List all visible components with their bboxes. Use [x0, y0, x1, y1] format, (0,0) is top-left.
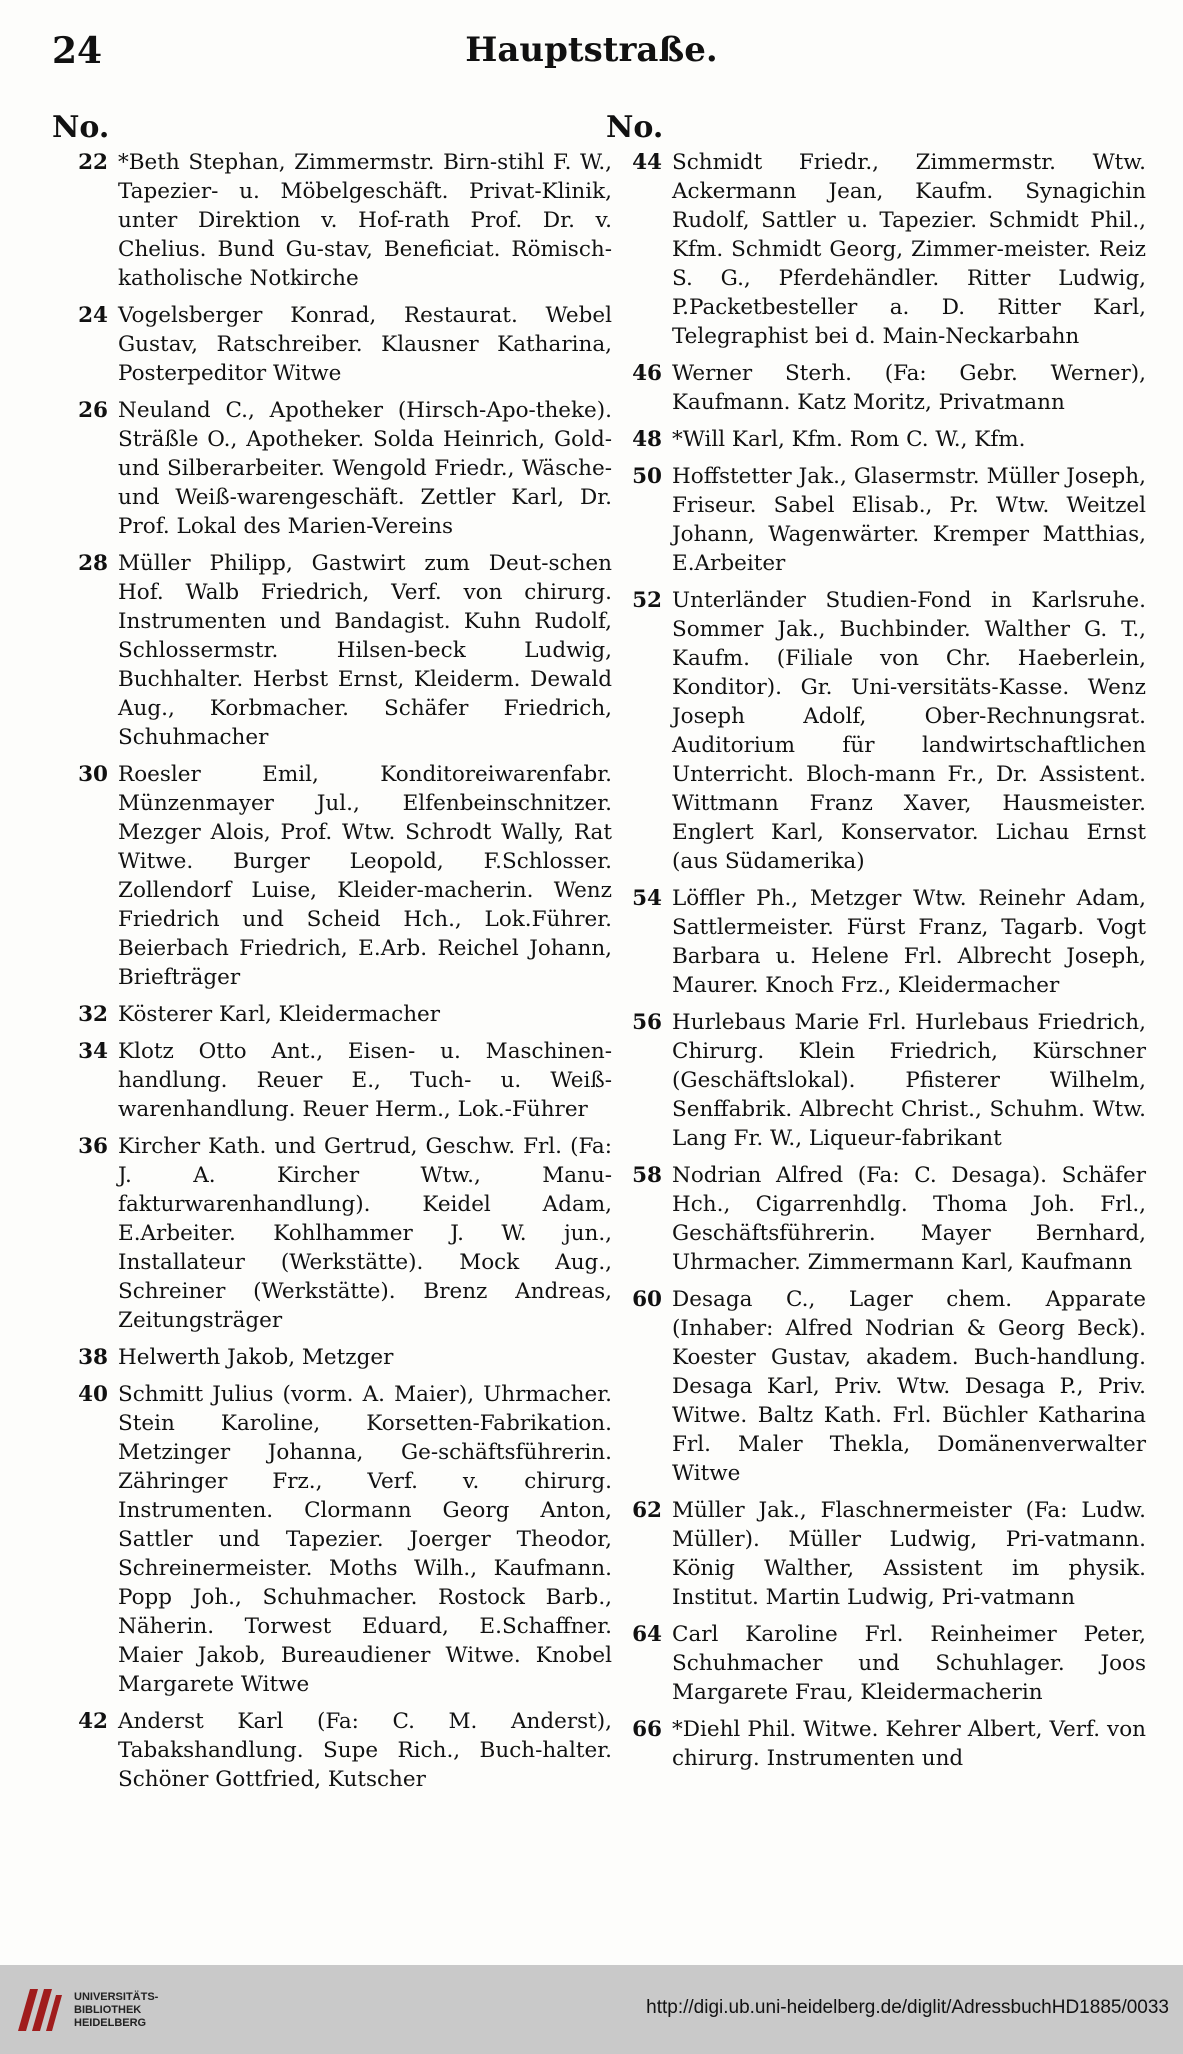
address-entry [52, 1380, 612, 1699]
address-entry [606, 359, 1146, 417]
house-number: 50 [632, 464, 662, 489]
address-entry [52, 1707, 612, 1794]
residents-text: *Beth Stephan, Zimmermstr. Birn-stihl F. W., Tapezier- u. Möbelgeschäft. Privat-Klinik, unter Direktion v. Hof-rath Prof. Dr. v. Chelius. Bund Gu-stav, Beneficiat. Römisch-katholische Notkirche [118, 150, 612, 291]
residents-text: Müller Jak., Flaschnermeister (Fa: Ludw. Müller). Müller Ludwig, Pri-vatmann. König Walther, Assistent im physik. Institut. Martin Ludwig, Pri-vatmann [672, 1498, 1146, 1610]
residents-text: Anderst Karl (Fa: C. M. Anderst), Tabakshandlung. Supe Rich., Buch-halter. Schöner Gottfried, Kutscher [118, 1709, 612, 1792]
house-number: 34 [78, 1039, 108, 1064]
house-number: 46 [632, 361, 662, 386]
address-entry [606, 1285, 1146, 1488]
address-entry [606, 1161, 1146, 1277]
residents-text: Schmitt Julius (vorm. A. Maier), Uhrmacher. Stein Karoline, Korsetten-Fabrikation. Metzinger Johanna, Ge-schäftsführerin. Zähringer Frz., Verf. v. chirurg. Instrumenten. Clormann Georg Anton, Sattler und Tapezier. Joerger Theodor, Schreinermeister. Moths Wilh., Kaufmann. Popp Joh., Schuhmacher. Rostock Barb., Näherin. Torwest Eduard, E.Schaffner. Maier Jakob, Bureaudiener Witwe. Knobel Margarete Witwe [118, 1382, 612, 1697]
address-entry [606, 1496, 1146, 1612]
house-number: 56 [632, 1010, 662, 1035]
house-number: 66 [632, 1717, 662, 1742]
page-number: 24 [52, 30, 103, 72]
house-number: 26 [78, 398, 108, 423]
residents-text: Hoffstetter Jak., Glasermstr. Müller Joseph, Friseur. Sabel Elisab., Pr. Wtw. Weitzel Johann, Wagenwärter. Kremper Matthias, E.Arbeiter [672, 464, 1146, 576]
house-number: 36 [78, 1134, 108, 1159]
address-entry [52, 760, 612, 992]
house-number: 42 [78, 1709, 108, 1734]
address-entry [606, 586, 1146, 876]
residents-text: Roesler Emil, Konditoreiwarenfabr. Münzenmayer Jul., Elfenbeinschnitzer. Mezger Alois, Prof. Wtw. Schrodt Wally, Rat Witwe. Burger Leopold, F.Schlosser. Zollendorf Luise, Kleider-macherin. Wenz Friedrich und Scheid Hch., Lok.Führer. Beierbach Friedrich, E.Arb. Reichel Johann, Briefträger [118, 762, 612, 990]
address-entry [52, 396, 612, 541]
ub-heidelberg-logo-icon[interactable] [12, 1981, 66, 2037]
address-entry [606, 884, 1146, 1000]
house-number: 48 [632, 427, 662, 452]
house-number: 24 [78, 303, 108, 328]
address-entry [606, 1715, 1146, 1773]
house-number: 52 [632, 588, 662, 613]
residents-text: Nodrian Alfred (Fa: C. Desaga). Schäfer Hch., Cigarrenhdlg. Thoma Joh. Frl., Geschäftsführerin. Mayer Bernhard, Uhrmacher. Zimmermann Karl, Kaufmann [672, 1163, 1146, 1275]
residents-text: *Diehl Phil. Witwe. Kehrer Albert, Verf. von chirurg. Instrumenten und [672, 1717, 1146, 1771]
house-number: 64 [632, 1622, 662, 1647]
house-number: 32 [78, 1002, 108, 1027]
residents-text: Müller Philipp, Gastwirt zum Deut-schen Hof. Walb Friedrich, Verf. von chirurg. Instrumenten und Bandagist. Kuhn Rudolf, Schlossermstr. Hilsen-beck Ludwig, Buchhalter. Herbst Ernst, Kleiderm. Dewald Aug., Korbmacher. Schäfer Friedrich, Schuhmacher [118, 551, 612, 750]
right-column [606, 112, 1146, 1781]
institution-line: HEIDELBERG [74, 2017, 147, 2029]
house-number: 60 [632, 1287, 662, 1312]
address-entry [606, 425, 1146, 454]
address-entry [52, 1000, 612, 1029]
address-entry [52, 148, 612, 293]
residents-text: Carl Karoline Frl. Reinheimer Peter, Schuhmacher und Schuhlager. Joos Margarete Frau, Kleidermacherin [672, 1622, 1146, 1705]
address-entry [52, 301, 612, 388]
residents-text: Klotz Otto Ant., Eisen- u. Maschinen-handlung. Reuer E., Tuch- u. Weiß-warenhandlung. Reuer Herm., Lok.-Führer [118, 1039, 612, 1122]
entry-list [606, 148, 1146, 1773]
address-entry [52, 1343, 612, 1372]
house-number: 40 [78, 1382, 108, 1407]
residents-text: Kösterer Karl, Kleidermacher [118, 1002, 441, 1027]
entry-list [52, 148, 612, 1794]
residents-text: Neuland C., Apotheker (Hirsch-Apo-theke). Sträßle O., Apotheker. Solda Heinrich, Gold- und Silberarbeiter. Wengold Friedr., Wäsche- und Weiß-warengeschäft. Zettler Karl, Dr. Prof. Lokal des Marien-Vereins [118, 398, 612, 539]
column-heading: No. [52, 110, 110, 145]
column-heading: No. [606, 110, 664, 145]
institution-line: BIBLIOTHEK [74, 2004, 142, 2016]
address-entry [606, 1620, 1146, 1707]
house-number: 62 [632, 1498, 662, 1523]
address-entry [606, 148, 1146, 351]
house-number: 28 [78, 551, 108, 576]
residents-text: Schmidt Friedr., Zimmermstr. Wtw. Ackermann Jean, Kaufm. Synagichin Rudolf, Sattler u. Tapezier. Schmidt Phil., Kfm. Schmidt Georg, Zimmer-meister. Reiz S. G., Pferdehändler. Ritter Ludwig, P.Packetbesteller a. D. Ritter Karl, Telegraphist bei d. Main-Neckarbahn [672, 150, 1146, 349]
residents-text: Unterländer Studien-Fond in Karlsruhe. Sommer Jak., Buchbinder. Walther G. T., Kaufm. (Filiale von Chr. Haeberlein, Konditor). Gr. Uni-versitäts-Kasse. Wenz Joseph Adolf, Ober-Rechnungsrat. Auditorium für landwirtschaftlichen Unterricht. Bloch-mann Fr., Dr. Assistent. Wittmann Franz Xaver, Hausmeister. Englert Karl, Konservator. Lichau Ernst (aus Südamerika) [672, 588, 1146, 874]
residents-text: Helwerth Jakob, Metzger [118, 1345, 394, 1370]
address-entry [606, 1008, 1146, 1153]
source-url-link[interactable]: http://digi.ub.uni-heidelberg.de/diglit/AdressbuchHD1885/0033 [646, 1997, 1169, 2018]
residents-text: Desaga C., Lager chem. Apparate (Inhaber: Alfred Nodrian & Georg Beck). Koester Gustav, akadem. Buch-handlung. Desaga Karl, Priv. Wtw. Desaga P., Priv. Witwe. Baltz Kath. Frl. Büchler Katharina Frl. Maler Thekla, Domänenverwalter Witwe [672, 1287, 1146, 1486]
residents-text: Werner Sterh. (Fa: Gebr. Werner), Kaufmann. Katz Moritz, Privatmann [672, 361, 1146, 415]
house-number: 44 [632, 150, 662, 175]
house-number: 58 [632, 1163, 662, 1188]
residents-text: Vogelsberger Konrad, Restaurat. Webel Gustav, Ratschreiber. Klausner Katharina, Posterpeditor Witwe [118, 303, 612, 386]
house-number: 38 [78, 1345, 108, 1370]
residents-text: Kircher Kath. und Gertrud, Geschw. Frl. (Fa: J. A. Kircher Wtw., Manu-fakturwarenhandlung). Keidel Adam, E.Arbeiter. Kohlhammer J. W. jun., Installateur (Werkstätte). Mock Aug., Schreiner (Werkstätte). Brenz Andreas, Zeitungsträger [118, 1134, 612, 1333]
residents-text: *Will Karl, Kfm. Rom C. W., Kfm. [672, 427, 1026, 452]
address-entry [606, 462, 1146, 578]
house-number: 30 [78, 762, 108, 787]
house-number: 54 [632, 886, 662, 911]
institution-name [74, 1991, 158, 2030]
residents-text: Hurlebaus Marie Frl. Hurlebaus Friedrich, Chirurg. Klein Friedrich, Kürschner (Geschäftslokal). Pfisterer Wilhelm, Senffabrik. Albrecht Christ., Schuhm. Wtw. Lang Fr. W., Liqueur-fabrikant [672, 1010, 1146, 1151]
left-column [52, 112, 612, 1802]
residents-text: Löffler Ph., Metzger Wtw. Reinehr Adam, Sattlermeister. Fürst Franz, Tagarb. Vogt Barbara u. Helene Frl. Albrecht Joseph, Maurer. Knoch Frz., Kleidermacher [672, 886, 1146, 998]
institution-line: UNIVERSITÄTS- [74, 1991, 159, 2003]
house-number: 22 [78, 150, 108, 175]
address-entry [52, 1132, 612, 1335]
address-entry [52, 1037, 612, 1124]
footer-bar [0, 1965, 1183, 2054]
address-entry [52, 549, 612, 752]
running-title: Hauptstraße. [465, 30, 718, 70]
